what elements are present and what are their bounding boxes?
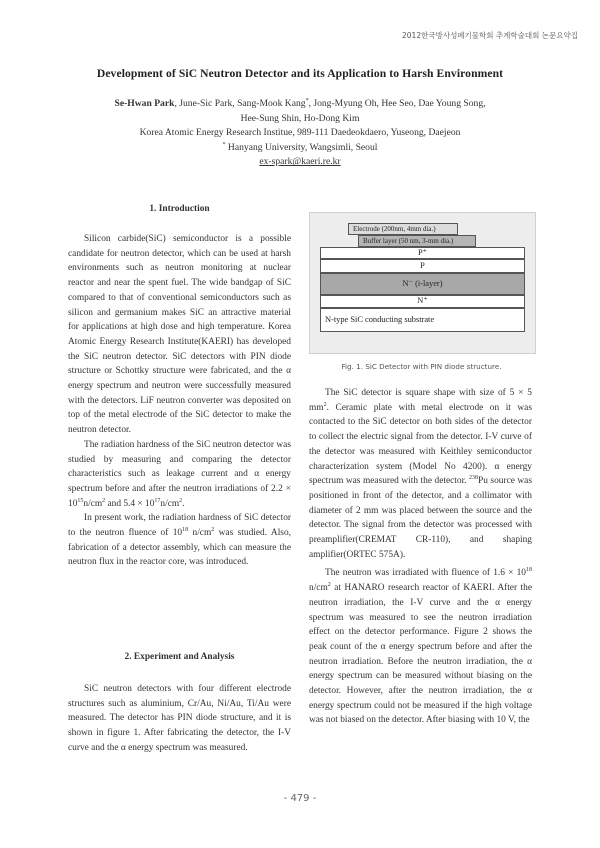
proceedings-header: 2012한국방사성폐기물학회 추계학술대회 논문요약집: [402, 31, 578, 40]
n-plus-layer: N⁺: [320, 295, 525, 308]
affiliation-1: Korea Atomic Energy Research Institue, 989-111 Daedeokdaero, Yuseong, Daejeon: [139, 127, 461, 139]
right-column: [309, 386, 532, 728]
paper-title: Development of SiC Neutron Detector and its Application to Harsh Environment: [96, 67, 504, 80]
section-heading-experiment: 2. Experiment and Analysis: [124, 652, 235, 662]
left-column: [68, 232, 291, 570]
buffer-layer: Buffer layer (50 nm, 3-mm dia.): [358, 235, 476, 247]
contact-email[interactable]: ex-spark@kaeri.re.kr: [259, 156, 341, 168]
intro-paragraph-2: The radiation hardness of the SiC neutron detector was studied by measuring and comparing the detector characteristics such as leakage current and α energy spectrum before and after the neutron irradiations of $2.2 \times 10^{15}n/cm^2$ and $5.4 \times 10^{17}n/cm^2$.: [68, 439, 291, 509]
lead-author: Se-Hwan Park: [114, 98, 175, 109]
electrode-layer: Electrode (200nm, 4mm dia.): [348, 223, 458, 235]
intro-paragraph-3: In present work, the radiation hardness of SiC detector to the neutron fluence of $10^{18}$ $n/cm^2$ was studied. Also, fabrication of a detector assembly, which can measure the neutron flux in the reactor core, was introduced.: [68, 513, 291, 568]
author-line-2: Hee-Sung Shin, Ho-Dong Kim: [240, 112, 360, 124]
affiliation-2: * Hanyang University, Wangsimli, Seoul: [222, 141, 378, 153]
corresponding-mark: *: [305, 97, 309, 104]
figure-1-pin-diagram: [309, 212, 536, 354]
right-paragraph-2: The neutron was irradiated with fluence of $1.6 \times 10^{18}$ $n/cm^2$ at HANARO research reactor of KAERI. After the neutron irradiation, the I-V curve and the α energy spectrum was measured to see the neutron irradiation effect on the detector performance. Figure 2 shows the peak count of the α energy spectrum before and after the neutron irradiation. Before the neutron irradiation, the α energy spectrum can be measured without biasing on the detector. However, after the neutron irradiation, the α energy spectrum could not be measured if the high voltage was not biased on the detector. After biasing with 10 V, the: [309, 567, 532, 726]
figure-1-caption: Fig. 1. SiC Detector with PIN diode structure.: [341, 362, 502, 371]
experiment-column: [68, 682, 291, 756]
substrate-layer: N-type SiC conducting substrate: [320, 308, 525, 332]
p-layer: P: [320, 259, 525, 273]
right-paragraph-1: The SiC detector is square shape with size of 5 × 5 $mm^2$. Ceramic plate with metal electrode on it was contacted to the SiC detector on both sides of the detector to collect the electric signal from the detector. I-V curve of the detector was measured with Keithley semiconductor characterization system (Model No 4200). α energy spectrum was measured with the detector. $^{238}$Pu source was positioned in front of the detector, and a collimator with diameter of 2 mm was placed between the source and the detector. The signal from the detector was processed with preamplifier(CREMAT CR-110), and shaping amplifier(ORTEC 575A).: [309, 388, 532, 560]
p-plus-layer: P⁺: [320, 247, 525, 259]
author-line-1: Se-Hwan Park, June-Sic Park, Sang-Mook Kang*, Jong-Myung Oh, Hee Seo, Dae Young Song,: [114, 97, 486, 109]
i-layer: N⁻ (i-layer): [320, 273, 525, 295]
page-number: - 479 -: [283, 793, 317, 804]
author-block: [40, 97, 560, 170]
section-heading-introduction: 1. Introduction: [149, 204, 210, 214]
experiment-paragraph-1: SiC neutron detectors with four different electrode structures such as aluminium, Cr/Au, Ni/Au, Ti/Au were measured. The detector has PIN diode structure, and it is shown in figure 1. After fabricating the detector, the I-V curve and the α energy spectrum was measured.: [68, 684, 291, 753]
intro-paragraph-1: Silicon carbide(SiC) semiconductor is a possible candidate for neutron detector, which can be used at harsh environments such as neutron monitoring at nuclear reactor and near the spent fuel. The wide bandgap of SiC compared to that of conventional semiconductors such as silicon and germanium makes SiC an attractive material for applications at high dose and high temperature. Korea Atomic Energy Research Institute(KAERI) has developed the SiC neutron detector. SiC detectors with PIN diode structure or Schottky structure were fabricated, and the α energy spectrum and neutron were successfully measured with the detectors. LiF neutron converter was deposited on top of the metal electrode of the SiC detector to make the neutron detector.: [68, 234, 291, 436]
